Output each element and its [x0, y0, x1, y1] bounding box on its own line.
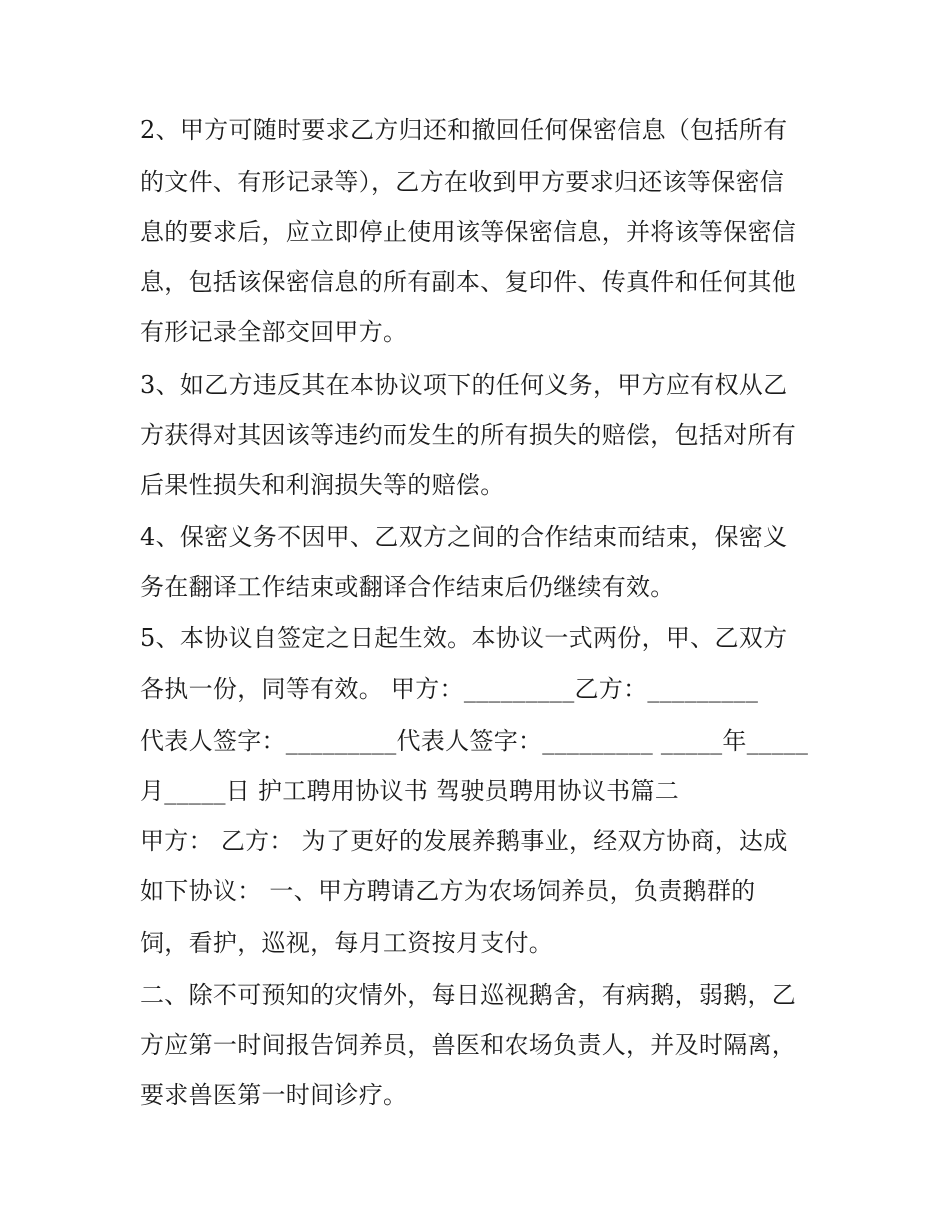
text-line: 5、本协议自签定之日起生效。本协议一式两份，甲、乙双方 [140, 624, 788, 652]
text-line: 要求兽医第一时间诊疗。 [140, 1081, 408, 1109]
text-line: 息的要求后，应立即停止使用该等保密信息，并将该等保密信 [140, 218, 797, 246]
text-line: 饲，看护，巡视，每月工资按月支付。 [140, 929, 554, 957]
text-line: 息，包括该保密信息的所有副本、复印件、传真件和任何其他 [140, 268, 797, 296]
text-line: 甲方： 乙方： 为了更好的发展养鹅事业，经双方协商，达成 [140, 827, 788, 855]
text-line: 二、除不可预知的灾情外，每日巡视鹅舍，有病鹅，弱鹅，乙 [140, 981, 797, 1009]
text-line: 方应第一时间报告饲养员，兽医和农场负责人，并及时隔离， [140, 1031, 797, 1059]
text-line: 2、甲方可随时要求乙方归还和撤回任何保密信息（包括所有 [140, 116, 788, 144]
text-line: 的文件、有形记录等），乙方在收到甲方要求归还该等保密信 [140, 168, 785, 196]
text-line: 方获得对其因该等违约而发生的所有损失的赔偿，包括对所有 [140, 421, 797, 449]
text-line: 如下协议： 一、甲方聘请乙方为农场饲养员，负责鹅群的 [140, 877, 756, 905]
text-line: 代表人签字：_________代表人签字：_________ _____年_____ [140, 727, 809, 755]
text-line: 4、保密义务不因甲、乙双方之间的合作结束而结束，保密义 [140, 523, 788, 551]
text-line: 后果性损失和利润损失等的赔偿。 [140, 471, 505, 499]
text-line: 有形记录全部交回甲方。 [140, 318, 408, 346]
text-line: 务在翻译工作结束或翻译合作结束后仍继续有效。 [140, 573, 675, 601]
text-line: 3、如乙方违反其在本协议项下的任何义务，甲方应有权从乙 [140, 371, 788, 399]
text-line: 月_____日 护工聘用协议书 驾驶员聘用协议书篇二 [140, 777, 680, 805]
text-line: 各执一份，同等有效。 甲方：_________乙方：_________ [140, 675, 759, 703]
